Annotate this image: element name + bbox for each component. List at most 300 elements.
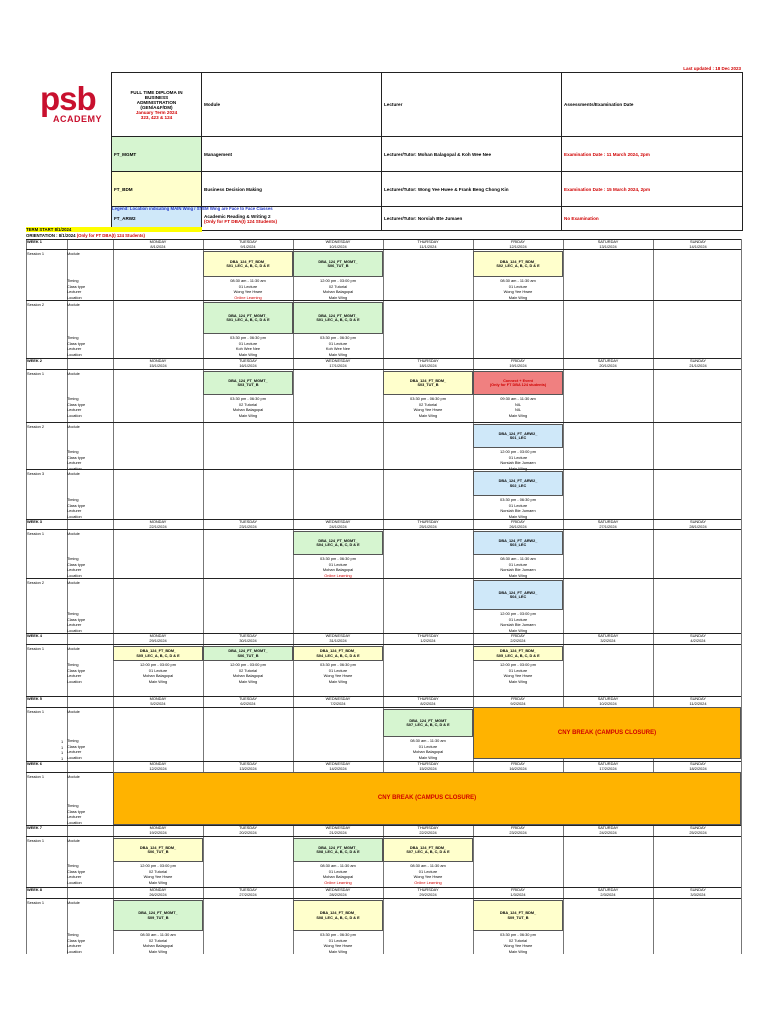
- day-header: SATURDAY: [597, 825, 619, 830]
- detail-row-label: Lecturer: [67, 622, 82, 627]
- day-header: THURSDAY: [417, 696, 439, 701]
- day-date: 6/2/2024: [240, 700, 256, 706]
- class-location: Main Wing: [508, 513, 528, 519]
- day-date: 25/2/2024: [689, 829, 707, 835]
- day-header: FRIDAY: [511, 239, 525, 244]
- term-start: TERM START 8/1/2024: [26, 227, 202, 232]
- detail-row-label: Class type: [67, 340, 86, 346]
- class-module-cell: DBA_124_FT_BDM_ S06_TUT_B: [113, 838, 203, 862]
- detail-row-label: Class type: [67, 283, 86, 289]
- class-lecturer: Wong Yee Hwee: [503, 289, 533, 294]
- day-date: 19/2/2024: [149, 829, 167, 835]
- session-divider: [26, 836, 741, 837]
- class-module-cell: DBA_124_FT_MGMT_ S08_LEC_A, B, C, D & E: [293, 838, 383, 862]
- legend: Legend: Location indicating MAIN Wing / STEM Wing are Face to Face Classes: [112, 206, 273, 211]
- class-module-cell: DBA_124_FT_MGMT_ S09_TUT_B: [113, 900, 203, 931]
- session-divider: [26, 644, 741, 645]
- day-date: 16/1/2024: [239, 362, 257, 368]
- day-date: 11/1/2024: [419, 243, 437, 249]
- day-header: TUESDAY: [238, 887, 258, 892]
- day-date: 27/1/2024: [599, 523, 617, 529]
- course-title-line: BUSINESS: [144, 94, 169, 100]
- day-date: 13/1/2024: [599, 243, 617, 249]
- class-type: 02 Tutorial: [238, 667, 258, 673]
- class-timing: 03:30 pm - 06:30 pm: [320, 932, 356, 937]
- detail-row-label: Lecturer: [67, 874, 82, 879]
- detail-row-label: Location: [67, 351, 82, 357]
- class-module-cell: DBA_124_FT_BDM_ S08_LEC_A, B, C, D & E: [293, 900, 383, 931]
- session-divider: [26, 422, 741, 423]
- class-timing: 03:30 pm - 06:30 pm: [320, 556, 356, 561]
- class-timing: 08:30 am - 11:30 am: [410, 863, 446, 868]
- class-location: Online Learning: [324, 879, 352, 885]
- class-lecturer: Wong Yee Hwee: [413, 407, 443, 412]
- day-header: MONDAY: [149, 887, 167, 892]
- detail-row-label: Location: [67, 627, 82, 633]
- detail-row-label: Class type: [67, 868, 86, 874]
- row-number: 1: [61, 750, 64, 755]
- day-header: TUESDAY: [238, 358, 258, 363]
- day-header: TUESDAY: [238, 761, 258, 766]
- class-type: 01 Lecture: [328, 667, 348, 673]
- class-location: Main Wing: [508, 465, 528, 471]
- class-timing: 08:30 am - 11:30 am: [230, 278, 266, 283]
- day-header: SUNDAY: [690, 825, 706, 830]
- session-label: Session 1: [27, 646, 45, 651]
- day-date: 25/1/2024: [419, 523, 437, 529]
- day-date: 2/3/2024: [600, 891, 616, 897]
- row-number: 1: [61, 744, 64, 750]
- day-header: SUNDAY: [690, 358, 706, 363]
- day-header: FRIDAY: [511, 519, 525, 524]
- day-header: SATURDAY: [597, 239, 619, 244]
- detail-row-label: Lecturer: [67, 749, 82, 754]
- session-divider: [26, 369, 741, 370]
- day-header: THURSDAY: [417, 887, 439, 892]
- class-timing: 03:30 pm - 06:30 pm: [230, 396, 266, 401]
- detail-row-label: Location: [67, 513, 82, 519]
- day-header: SATURDAY: [597, 633, 619, 638]
- day-date: 31/1/2024: [329, 637, 347, 643]
- detail-row-label: Timing: [67, 497, 79, 502]
- class-location: Main Wing: [508, 294, 528, 300]
- session-label: Session 2: [27, 302, 45, 307]
- class-module-cell: DBA_124_FT_ARW2_ S03_LEC: [473, 531, 563, 555]
- day-header: MONDAY: [149, 696, 167, 701]
- day-header: MONDAY: [149, 633, 167, 638]
- day-header: WEDNESDAY: [325, 761, 351, 766]
- day-date: 23/1/2024: [239, 523, 257, 529]
- day-date: 8/1/2024: [150, 243, 166, 249]
- class-timing: 03:30 pm - 06:30 pm: [320, 662, 356, 667]
- detail-row-label: Class type: [67, 561, 86, 567]
- class-timing: 08:30 am - 11:30 am: [140, 932, 176, 937]
- session-divider: [26, 529, 741, 530]
- day-header: TUESDAY: [238, 825, 258, 830]
- day-header: THURSDAY: [417, 633, 439, 638]
- module-exam: No Examination: [562, 207, 743, 231]
- detail-row-label: Lecturer: [67, 346, 82, 351]
- day-date: 11/2/2024: [689, 700, 707, 706]
- session-label: Session 1: [27, 838, 45, 843]
- detail-row-label: Location: [67, 754, 82, 760]
- class-timing: 03:30 pm - 06:30 pm: [230, 335, 266, 340]
- class-location: Main Wing: [238, 412, 258, 418]
- day-date: 21/1/2024: [689, 362, 707, 368]
- last-updated: Last updated : 18 Dec 2023: [683, 66, 741, 71]
- class-timing: 12:00 pm - 03:00 pm: [230, 662, 266, 667]
- class-location: Main Wing: [508, 948, 528, 954]
- day-header: TUESDAY: [238, 519, 258, 524]
- class-lecturer: Mohan Balagopal: [322, 874, 354, 879]
- session-label: Session 2: [27, 580, 45, 585]
- day-header: MONDAY: [149, 825, 167, 830]
- class-module-cell: DBA_124_FT_MGMT_ S03_TUT_B: [203, 371, 293, 395]
- class-timing: 09:30 am - 11:30 am: [500, 396, 536, 401]
- day-header: MONDAY: [149, 239, 167, 244]
- day-date: 3/2/2024: [600, 637, 616, 643]
- class-type: NIL: [514, 401, 522, 407]
- day-date: 22/1/2024: [149, 523, 167, 529]
- day-header: FRIDAY: [511, 825, 525, 830]
- orientation-date: ORIENTATION : 8/1/2024: [26, 233, 76, 238]
- day-date: 8/2/2024: [420, 700, 436, 706]
- detail-row-label: Lecturer: [67, 567, 82, 572]
- class-module-cell: DBA_124_FT_MGMT_ S06_TUT_B: [293, 251, 383, 277]
- module-row-label: Module: [67, 838, 80, 843]
- class-lecturer: Koh Wee Nee: [235, 346, 261, 351]
- class-lecturer: Norsiah Bte Jumaen: [500, 508, 536, 513]
- class-location: Main Wing: [508, 678, 528, 684]
- module-code: FT_MGMT: [112, 137, 202, 172]
- class-lecturer: NIL: [514, 407, 522, 412]
- day-date: 2/2/2024: [510, 637, 526, 643]
- class-location: Main Wing: [418, 754, 438, 760]
- module-code: FT_ARW2: [112, 207, 202, 231]
- class-location: Online Learning: [414, 879, 442, 885]
- session-label: Session 1: [27, 709, 45, 714]
- week-label: WEEK 2: [27, 358, 42, 363]
- day-header: SATURDAY: [597, 696, 619, 701]
- class-module-cell: Connect + Event (Only for FT DBA 124 students): [473, 371, 563, 395]
- class-timing: 03:30 pm - 06:30 pm: [500, 932, 536, 937]
- week-label: WEEK 6: [27, 761, 42, 766]
- detail-row-label: Lecturer: [67, 508, 82, 513]
- week-label: WEEK 1: [27, 239, 42, 244]
- class-type: 02 Tutorial: [238, 401, 258, 407]
- day-date: 17/1/2024: [329, 362, 347, 368]
- day-date: 18/2/2024: [689, 765, 707, 771]
- class-location: Main Wing: [328, 294, 348, 300]
- module-exam: Examination Date : 11 March 2024, 2pm: [562, 137, 743, 172]
- class-lecturer: Wong Yee Hwee: [503, 673, 533, 678]
- class-type: 01 Lecture: [508, 502, 528, 508]
- session-divider: [26, 898, 741, 899]
- detail-row-label: Lecturer: [67, 289, 82, 294]
- day-header: WEDNESDAY: [325, 239, 351, 244]
- session-label: Session 2: [27, 424, 45, 429]
- class-type: 01 Lecture: [238, 340, 258, 346]
- class-lecturer: Wong Yee Hwee: [323, 943, 353, 948]
- day-date: 29/1/2024: [149, 637, 167, 643]
- class-location: Main Wing: [508, 572, 528, 578]
- day-header: SATURDAY: [597, 761, 619, 766]
- day-date: 26/1/2024: [509, 523, 527, 529]
- logo-brand: psb: [40, 80, 96, 117]
- module-lecturer: Lecturer/Tutor: Norsiah Bte Jumaen: [382, 207, 562, 231]
- module-row-label: Module: [67, 424, 80, 429]
- day-date: 28/1/2024: [689, 523, 707, 529]
- class-timing: 08:30 am - 11:30 am: [320, 863, 356, 868]
- detail-row-label: Timing: [67, 611, 79, 616]
- class-lecturer: Wong Yee Hwee: [503, 943, 533, 948]
- week-label: WEEK 8: [27, 887, 42, 892]
- day-header: MONDAY: [149, 358, 167, 363]
- cny-break-block: CNY BREAK (CAMPUS CLOSURE): [113, 772, 741, 825]
- day-date: 15/2/2024: [419, 765, 437, 771]
- day-header: THURSDAY: [417, 825, 439, 830]
- module-row-label: Module: [67, 774, 80, 779]
- class-location: Online Learning: [324, 572, 352, 578]
- class-type: 01 Lecture: [508, 667, 528, 673]
- day-date: 13/2/2024: [239, 765, 257, 771]
- detail-row-label: Lecturer: [67, 673, 82, 678]
- day-header: SATURDAY: [597, 887, 619, 892]
- column-divider: [741, 239, 742, 954]
- class-type: 01 Lecture: [418, 868, 438, 874]
- day-header: SUNDAY: [690, 519, 706, 524]
- day-date: 10/1/2024: [329, 243, 347, 249]
- timetable-grid: [26, 239, 741, 954]
- class-module-cell: DBA_124_FT_MGMT_ S01_LEC_A, B, C, D & E: [293, 302, 383, 334]
- day-date: 3/3/2024: [690, 891, 706, 897]
- class-lecturer: Mohan Balagopal: [232, 407, 264, 412]
- class-timing: 03:30 pm - 06:30 pm: [410, 396, 446, 401]
- class-location: Main Wing: [238, 351, 258, 357]
- column-divider: [653, 239, 654, 954]
- detail-row-label: Timing: [67, 556, 79, 561]
- day-date: 14/1/2024: [689, 243, 707, 249]
- day-date: 24/1/2024: [329, 523, 347, 529]
- session-divider: [26, 300, 741, 301]
- class-location: Main Wing: [328, 678, 348, 684]
- detail-row-label: Location: [67, 948, 82, 954]
- day-header: FRIDAY: [511, 633, 525, 638]
- day-date: 10/2/2024: [599, 700, 617, 706]
- detail-row-label: Class type: [67, 937, 86, 943]
- cny-break-block: CNY BREAK (CAMPUS CLOSURE): [473, 707, 741, 759]
- class-type: 01 Lecture: [418, 743, 438, 749]
- detail-row-label: Timing: [67, 662, 79, 667]
- module-row-label: Module: [67, 531, 80, 536]
- course-title-line: FULL TIME DIPLOMA IN: [130, 89, 183, 95]
- day-header: MONDAY: [149, 761, 167, 766]
- class-location: Main Wing: [508, 627, 528, 633]
- class-location: Main Wing: [148, 678, 168, 684]
- class-lecturer: Mohan Balagopal: [142, 673, 174, 678]
- day-date: 4/2/2024: [690, 637, 706, 643]
- detail-row-label: Location: [67, 678, 82, 684]
- class-location: Main Wing: [508, 412, 528, 418]
- class-type: 01 Lecture: [328, 340, 348, 346]
- module-exam: Examination Date : 15 March 2024, 2pm: [562, 172, 743, 207]
- day-header: WEDNESDAY: [325, 633, 351, 638]
- class-lecturer: Wong Yee Hwee: [233, 289, 263, 294]
- module-name: [202, 137, 382, 172]
- day-date: 1/3/2024: [510, 891, 526, 897]
- class-lecturer: Wong Yee Hwee: [323, 673, 353, 678]
- class-lecturer: Mohan Balagopal: [412, 749, 444, 754]
- day-date: 21/2/2024: [329, 829, 347, 835]
- module-row-label: Module: [67, 471, 80, 476]
- day-date: 20/2/2024: [239, 829, 257, 835]
- week-label: WEEK 7: [27, 825, 42, 830]
- class-type: 01 Lecture: [328, 561, 348, 567]
- detail-row-label: Timing: [67, 449, 79, 454]
- session-divider: [26, 578, 741, 579]
- session-divider: [26, 469, 741, 470]
- class-module-cell: DBA_124_FT_BDM_ S09_TUT_B: [473, 900, 563, 931]
- class-type: 01 Lecture: [328, 937, 348, 943]
- class-timing: 12:00 pm - 03:00 pm: [140, 662, 176, 667]
- module-lecturer: Lecturer/Tutor: Mohan Balagopal & Koh Wee Nee: [382, 137, 562, 172]
- class-type: 02 Tutorial: [418, 401, 438, 407]
- day-header: WEDNESDAY: [325, 887, 351, 892]
- day-header: FRIDAY: [511, 761, 525, 766]
- class-type: 01 Lecture: [508, 454, 528, 460]
- detail-row-label: Timing: [67, 396, 79, 401]
- session-label: Session 1: [27, 371, 45, 376]
- module-note: (Only for FT DBA(I) 124 Students): [204, 218, 277, 224]
- logo-sub: ACADEMY: [52, 114, 102, 124]
- detail-row-label: Class type: [67, 743, 86, 749]
- day-header: THURSDAY: [417, 239, 439, 244]
- day-header: WEDNESDAY: [325, 358, 351, 363]
- detail-row-label: Location: [67, 412, 82, 418]
- column-divider: [26, 239, 27, 954]
- class-lecturer: Norsiah Bte Jumaen: [500, 460, 536, 465]
- day-date: 16/2/2024: [509, 765, 527, 771]
- day-date: 27/2/2024: [239, 891, 257, 897]
- day-date: 7/2/2024: [330, 700, 346, 706]
- detail-row-label: Location: [67, 879, 82, 885]
- class-location: Main Wing: [238, 678, 258, 684]
- detail-row-label: Timing: [67, 863, 79, 868]
- day-date: 20/1/2024: [599, 362, 617, 368]
- day-date: 28/2/2024: [329, 891, 347, 897]
- module-name: [202, 172, 382, 207]
- column-divider: [563, 239, 564, 954]
- class-module-cell: DBA_124_FT_MGMT_ S06_TUT_B: [203, 646, 293, 661]
- class-module-cell: DBA_124_FT_MGMT_ S01_LEC_A, B, C, D & E: [203, 302, 293, 334]
- day-header: THURSDAY: [417, 358, 439, 363]
- detail-row-label: Location: [67, 819, 82, 825]
- class-module-cell: DBA_124_FT_MGMT_ S04_LEC_A, B, C, D & E: [293, 531, 383, 555]
- psb-academy-logo: [40, 80, 106, 126]
- class-type: 02 Tutorial: [148, 868, 168, 874]
- class-timing: 12:00 pm - 03:00 pm: [320, 278, 356, 283]
- day-header: THURSDAY: [417, 519, 439, 524]
- class-timing: 12:00 pm - 03:00 pm: [500, 662, 536, 667]
- class-timing: 08:30 am - 11:30 am: [410, 738, 446, 743]
- module-row-label: Module: [67, 900, 80, 905]
- day-date: 30/1/2024: [239, 637, 257, 643]
- class-location: Main Wing: [328, 351, 348, 357]
- class-timing: 12:00 pm - 03:00 pm: [500, 611, 536, 616]
- day-date: 19/1/2024: [509, 362, 527, 368]
- module-row-label: Module: [67, 580, 80, 585]
- detail-row-label: Location: [67, 465, 82, 471]
- class-lecturer: Norsiah Bte Jumaen: [500, 622, 536, 627]
- day-date: 26/2/2024: [149, 891, 167, 897]
- day-header: MONDAY: [149, 519, 167, 524]
- detail-row-label: Class type: [67, 454, 86, 460]
- class-module-cell: DBA_124_FT_ARW2_ S01_LEC: [473, 424, 563, 448]
- day-date: 5/2/2024: [150, 700, 166, 706]
- day-header: FRIDAY: [511, 358, 525, 363]
- session-divider: [26, 249, 741, 250]
- module-row-label: Module: [67, 646, 80, 651]
- detail-row-label: Lecturer: [67, 460, 82, 465]
- header-lecturer: Lecturer: [382, 73, 562, 137]
- class-lecturer: Koh Wee Nee: [325, 346, 351, 351]
- day-header: WEDNESDAY: [325, 519, 351, 524]
- class-timing: 08:30 am - 11:30 am: [500, 278, 536, 283]
- day-date: 14/2/2024: [329, 765, 347, 771]
- class-module-cell: DBA_124_FT_BDM_ S02_LEC_A, B, C, D & E: [473, 251, 563, 277]
- day-header: TUESDAY: [238, 633, 258, 638]
- course-term: January Term 2024: [135, 109, 178, 115]
- row-number: 1: [61, 755, 64, 761]
- class-module-cell: DBA_124_FT_MGMT S07_LEC_A, B, C, D & E: [383, 709, 473, 737]
- course-cohort: 323, 423 & 124: [140, 114, 173, 120]
- class-type: 01 Lecture: [508, 616, 528, 622]
- day-header: SATURDAY: [597, 358, 619, 363]
- day-date: 17/2/2024: [599, 765, 617, 771]
- module-code: FT_BDM: [112, 172, 202, 207]
- day-header: TUESDAY: [238, 696, 258, 701]
- course-title-line: ADMINISTRATION: [136, 99, 177, 105]
- class-location: Main Wing: [148, 948, 168, 954]
- session-label: Session 3: [27, 471, 45, 476]
- detail-row-label: Timing: [67, 803, 79, 808]
- day-date: 1/2/2024: [420, 637, 436, 643]
- module-row-label: Module: [67, 371, 80, 376]
- session-label: Session 1: [27, 900, 45, 905]
- module-name-text: Business Decision Making: [204, 186, 262, 192]
- class-lecturer: Wong Yee Hwee: [413, 874, 443, 879]
- class-module-cell: DBA_124_FT_BDM_ S03_TUT_B: [383, 371, 473, 395]
- day-header: TUESDAY: [238, 239, 258, 244]
- orientation: [26, 233, 145, 238]
- day-header: THURSDAY: [417, 761, 439, 766]
- class-module-cell: DBA_124_FT_ARW2_ S04_LEC: [473, 580, 563, 610]
- class-lecturer: Norsiah Bte Jumaen: [500, 567, 536, 572]
- day-date: 15/1/2024: [149, 362, 167, 368]
- class-lecturer: Mohan Balagopal: [142, 943, 174, 948]
- module-row-label: Module: [67, 709, 80, 714]
- week-label: WEEK 3: [27, 519, 42, 524]
- class-lecturer: Mohan Balagopal: [232, 673, 264, 678]
- class-type: 01 Lecture: [508, 561, 528, 567]
- class-location: Main Wing: [148, 879, 168, 885]
- day-header: SATURDAY: [597, 519, 619, 524]
- row-number: 1: [61, 739, 64, 744]
- detail-row-label: Class type: [67, 808, 86, 814]
- class-module-cell: DBA_124_FT_BDM_ S05_LEC_A, B, C, D & E: [113, 646, 203, 661]
- class-location: Main Wing: [328, 948, 348, 954]
- week-label: WEEK 5: [27, 696, 42, 701]
